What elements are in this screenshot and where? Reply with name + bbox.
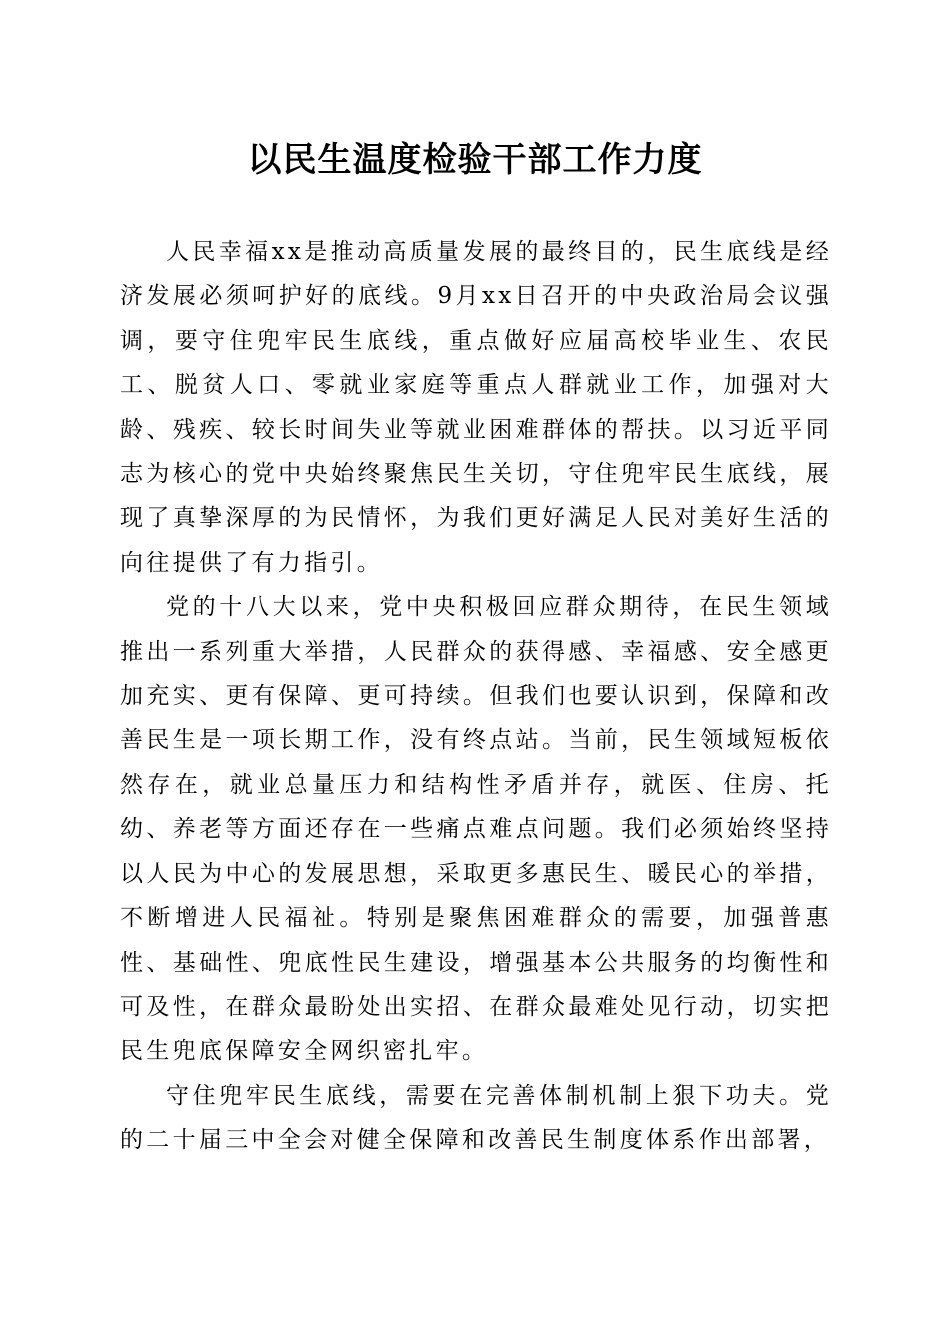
paragraph-1: 人民幸福xx是推动高质量发展的最终目的，民生底线是经济发展必须呵护好的底线。9月xx日召开的中央政治局会议强调，要守住兜牢民生底线，重点做好应届高校毕业生、农民工、脱贫人口、零就业家庭等重点人群就业工作，加强对大龄、残疾、较长时间失业等就业困难群体的帮扶。以习近平同志为核心的党中央始终聚焦民生关切，守住兜牢民生底线，展现了真挚深厚的为民情怀，为我们更好满足人民对美好生活的向往提供了有力指引。: [120, 239, 832, 576]
document-title: 以民生温度检验干部工作力度: [247, 140, 703, 180]
document-body: [120, 230, 832, 1163]
paragraph-3: 守住兜牢民生底线，需要在完善体制机制上狠下功夫。党的二十届三中全会对健全保障和改善民生制度体系作出部署，: [120, 1082, 832, 1154]
paragraph-2: 党的十八大以来，党中央积极回应群众期待，在民生领域推出一系列重大举措，人民群众的获得感、幸福感、安全感更加充实、更有保障、更可持续。但我们也要认识到，保障和改善民生是一项长期工作，没有终点站。当前，民生领域短板依然存在，就业总量压力和结构性矛盾并存，就医、住房、托幼、养老等方面还存在一些痛点难点问题。我们必须始终坚持以人民为中心的发展思想，采取更多惠民生、暖民心的举措，不断增进人民福祉。特别是聚焦困难群众的需要，加强普惠性、基础性、兜底性民生建设，增强基本公共服务的均衡性和可及性，在群众最盼处出实招、在群众最难处见行动，切实把民生兜底保障安全网织密扎牢。: [120, 594, 832, 1065]
